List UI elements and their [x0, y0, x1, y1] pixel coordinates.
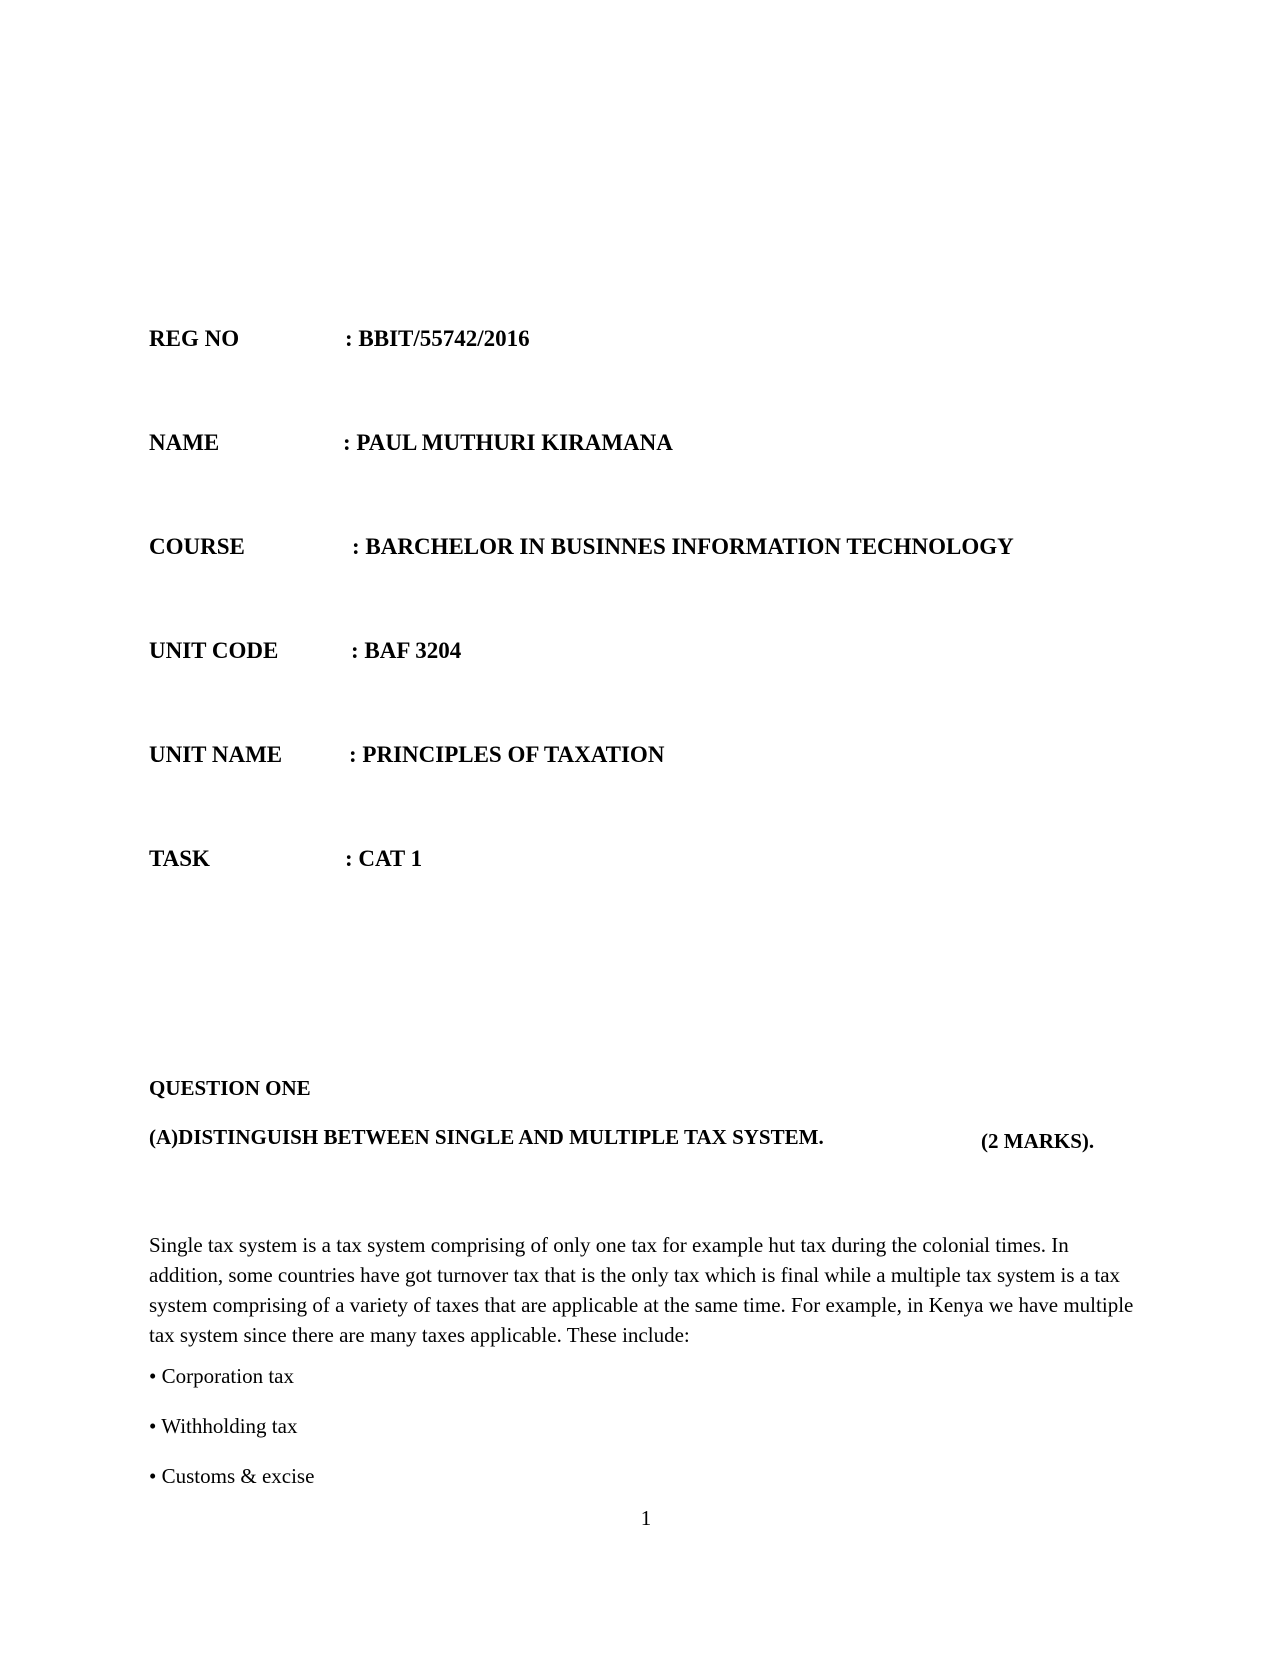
course-value: : BARCHELOR IN BUSINNES INFORMATION TECHNOLOGY	[352, 534, 1014, 559]
page-number: 1	[640, 1506, 652, 1530]
unit-code-row	[149, 637, 462, 665]
reg-no-row	[149, 325, 530, 353]
answer-paragraph: Single tax system is a tax system comprising of only one tax for example hut tax during the colonial times. In addition, some countries have got turnover tax that is the only tax which is final while a multiple tax system is a tax system comprising of a variety of taxes that are applicable at the same time. For example, in Kenya we have multiple tax system since there are many taxes applicable. These include:	[149, 1233, 1134, 1347]
question-title: QUESTION ONE	[149, 1076, 311, 1100]
unit-name-row	[149, 741, 665, 769]
name-label: NAME	[149, 430, 220, 455]
question-part-a: (A)DISTINGUISH BETWEEN SINGLE AND MULTIPLE TAX SYSTEM.	[149, 1125, 824, 1149]
question-marks: (2 MARKS).	[981, 1129, 1095, 1153]
course-label: COURSE	[149, 534, 245, 559]
reg-no-value: : BBIT/55742/2016	[345, 326, 530, 351]
task-row	[149, 845, 423, 873]
unit-name-label: UNIT NAME	[149, 742, 283, 767]
task-value: : CAT 1	[345, 846, 423, 871]
task-label: TASK	[149, 846, 210, 871]
name-row	[149, 429, 673, 457]
course-row	[149, 533, 1014, 561]
unit-name-value: : PRINCIPLES OF TAXATION	[349, 742, 665, 767]
tax-list-item: • Withholding tax	[149, 1414, 298, 1438]
unit-code-value: : BAF 3204	[351, 638, 462, 663]
name-value: : PAUL MUTHURI KIRAMANA	[343, 430, 673, 455]
reg-no-label: REG NO	[149, 326, 240, 351]
unit-code-label: UNIT CODE	[149, 638, 279, 663]
tax-list-item: • Corporation tax	[149, 1364, 294, 1388]
tax-list-item: • Customs & excise	[149, 1464, 315, 1488]
